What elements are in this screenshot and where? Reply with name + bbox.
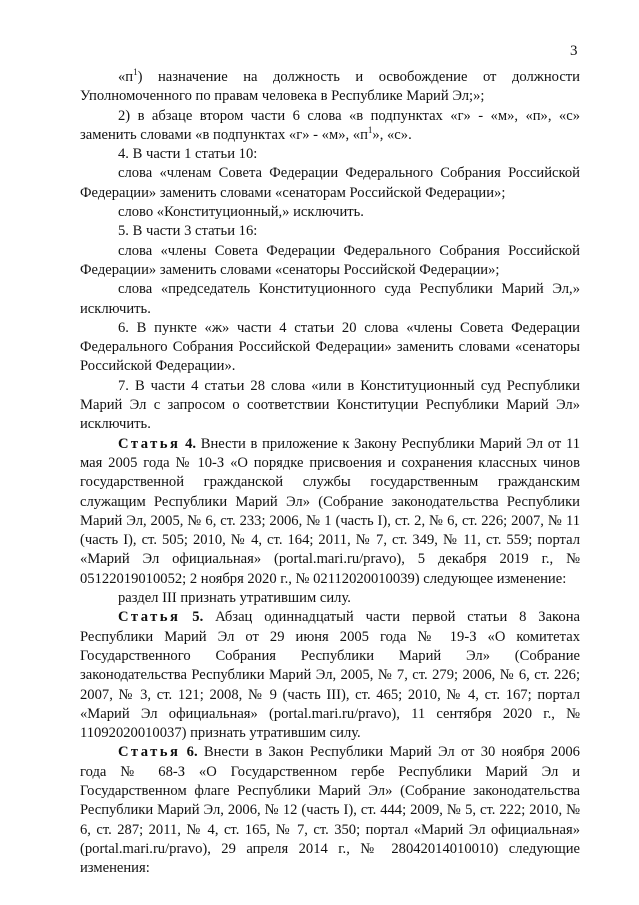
superscript: 1 bbox=[367, 125, 373, 136]
article-number: 6. bbox=[186, 744, 198, 761]
paragraph: 7. В части 4 статьи 28 слова «или в Конституционный суд Республики Марий Эл с запросом о соответствии Конституции Республики Марий Эл» исключить. bbox=[80, 377, 580, 433]
article-4: Статья 4. Внести в приложение к Закону Республики Марий Эл от 11 мая 2005 года № 10-З «О порядке присвоения и сохранения классных чинов государственной гражданской службы государственным гражданским служащим Республики Марий Эл» (Собрание законодательства Республики Марий Эл, 2005, № 6, ст. 233; 2006, № 1 (часть I), ст. 2, № 6, ст. 226; 2007, № 11 (часть I), ст. 505; 2010, № 4, ст. 164; 2011, № 7, ст. 349, № 11, ст. 559; портал «Марий Эл официальная» (portal.mari.ru/pravo), 5 декабря 2019 г., № 05122019010052; 2 ноября 2020 г., № 02112020010039) следующее изменение: bbox=[80, 435, 580, 587]
superscript: 1 bbox=[133, 67, 138, 78]
paragraph: раздел III признать утратившим силу. bbox=[118, 590, 351, 607]
article-number: 4. bbox=[185, 435, 197, 452]
article-label: Статья bbox=[118, 609, 181, 626]
paragraph: слова «председатель Конституционного суда Республики Марий Эл,» исключить. bbox=[80, 281, 580, 317]
article-label: Статья bbox=[118, 435, 181, 452]
paragraph: слова «членам Совета Федерации Федерального Собрания Российской Федерации» заменить словами «сенаторам Российской Федерации»; bbox=[80, 165, 580, 201]
paragraph: 6. В пункте «ж» части 4 статьи 20 слова «члены Совета Федерации Федерального Собрания Российской Федерации» заменить словами «сенаторы Российской Федерации». bbox=[80, 319, 580, 375]
article-label: Статья bbox=[118, 744, 181, 761]
page-number: 3 bbox=[570, 43, 578, 59]
article-6: Статья 6. Внести в Закон Республики Марий Эл от 30 ноября 2006 года № 68-З «О Государственном гербе Республики Марий Эл и Государственном флаге Республики Марий Эл» (Собрание законодательства Республики Марий Эл, 2006, № 12 (часть I), ст. 444; 2009, № 5, ст. 222; 2010, № 6, ст. 287; 2011, № 4, ст. 165, № 7, ст. 350; портал «Марий Эл официальная» (portal.mari.ru/pravo), 29 апреля 2014 г., № 28042014010010) следующие изменения: bbox=[80, 744, 580, 877]
document-body bbox=[80, 68, 580, 878]
paragraph: слово «Конституционный,» исключить. bbox=[118, 204, 364, 221]
article-5: Статья 5. Абзац одиннадцатый части первой статьи 8 Закона Республики Марий Эл от 29 июня 2005 года № 19-З «О комитетах Государственного Собрания Республики Марий Эл» (Собрание законодательства Республики Марий Эл, 2005, № 7, ст. 279; 2006, № 6, ст. 226; 2007, № 3, ст. 121; 2008, № 9 (часть III), ст. 465; 2010, № 4, ст. 167; портал «Марий Эл официальная» (portal.mari.ru/pravo), 11 сентября 2020 г., № 11092020010037) признать утратившим силу. bbox=[80, 609, 580, 742]
paragraph: слова «члены Совета Федерации Федерального Собрания Российской Федерации» заменить словами «сенаторы Российской Федерации»; bbox=[80, 242, 580, 278]
article-number: 5. bbox=[192, 609, 204, 626]
paragraph-subparagraphs: 2) в абзаце втором части 6 слова «в подпунктах «г» - «м», «п», «с» заменить словами «в подпунктах «г» - «м», «$п^1$», «с». bbox=[80, 107, 580, 143]
paragraph: 5. В части 3 статьи 16: bbox=[118, 223, 258, 240]
paragraph: 4. В части 1 статьи 10: bbox=[118, 146, 258, 163]
paragraph-p1-amendment: «$п^1$) назначение на должность и освобождение от должности Уполномоченного по правам человека в Республике Марий Эл;»; bbox=[80, 67, 580, 105]
